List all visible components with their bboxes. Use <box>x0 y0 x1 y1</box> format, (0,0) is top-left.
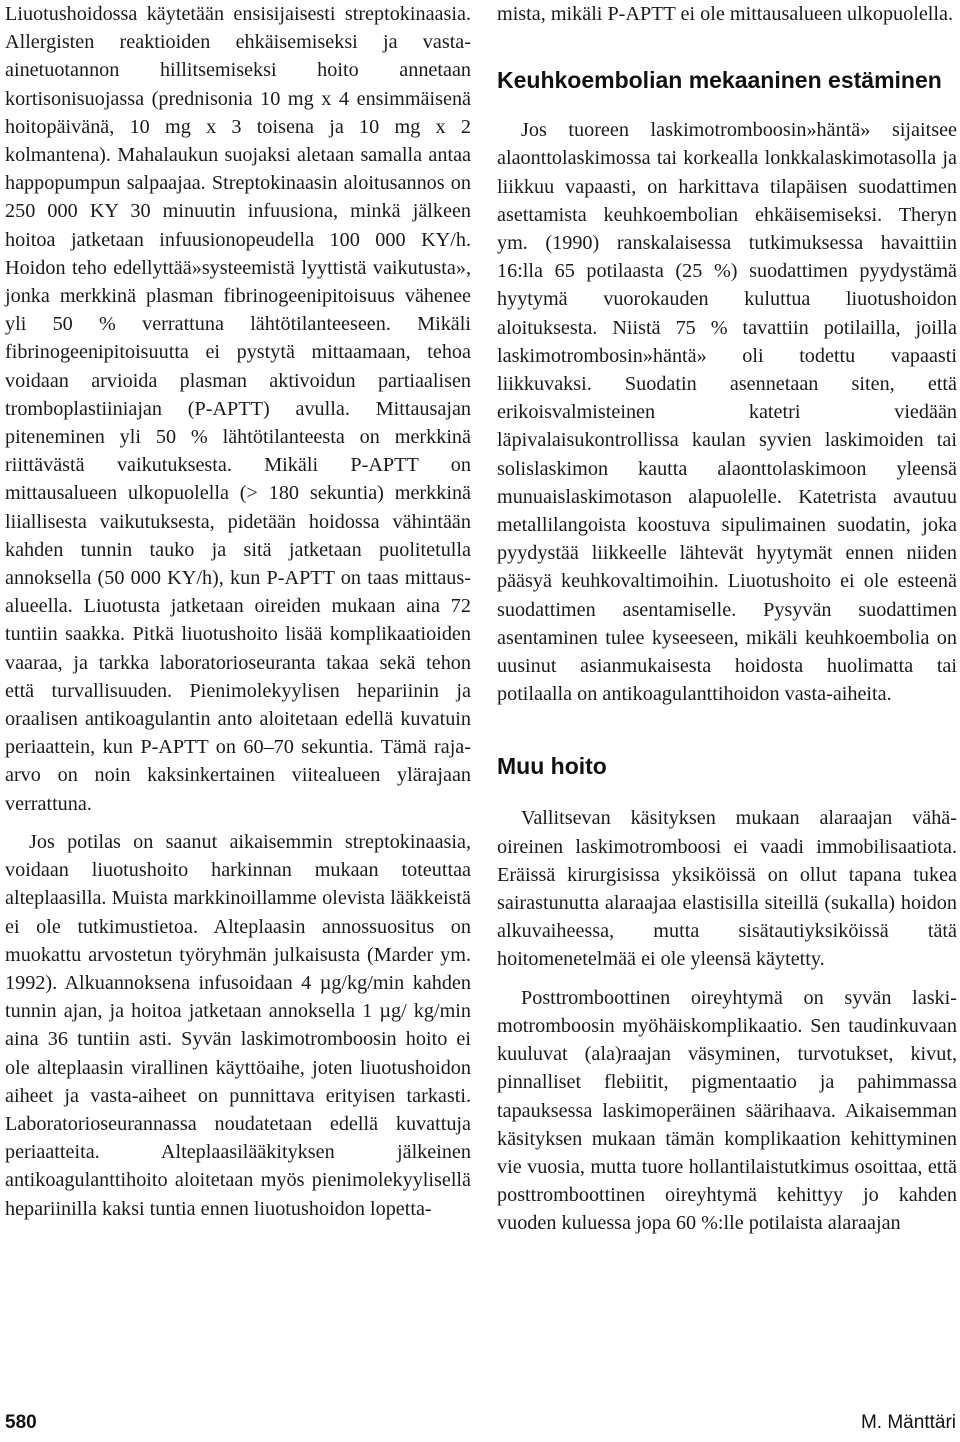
paragraph-postthrombotic: Posttromboottinen oireyhtymä on syvän laskimotromboosin myöhäiskomplikaatio. Sen taudinkuvaan kuuluvat (ala)raajan väsyminen, turvotukset, kivut, pinnalliset flebiitit, pigmentaatio ja pahimmassa tapauksessa laskimoperäinen säärihaava. Aikaisemman käsityksen mukaan tämän komplikaation kehittyminen vie vuosia, mutta tuore hollantilaistutkimus osoittaa, että posttromboottinen oireyhtymä kehittyy jo kahden vuoden kuluessa jopa 60 %:lle potilaista alaraajan <box>497 986 957 1235</box>
paragraph-immobilisation: Vallitsevan käsityksen mukaan alaraajan vähäoireinen laskimotromboosi ei vaadi immobilisaatiota. Eräissä kirurgisissa yksiköissä on ollut tapana tukea sairastunutta alaraajaa elastisilla siteillä (sukalla) hoidon alkuvaiheessa, mutta sisätautiyksiköissä tätä hoitomenetelmää ei ole yleensä käytetty. <box>497 807 957 971</box>
page-number: 580 <box>5 1412 37 1433</box>
paragraph-gap <box>497 974 957 984</box>
paragraph-alteplase: Jos potilas on saanut aikaisemmin streptokinaasia, voidaan liuotushoito harkinnan mukaan toteuttaa alteplaasilla. Muista markkinoillamme olevista lääkkeistä ei ole tutkimustietoa. Alteplaasin annossuositus on muokattu arvostetun työryhmän julkaisusta (Marder ym. 1992). Alkuannoksena infusoidaan 4 µg/kg/min kahden tunnin ajan, ja hoitoa jatketaan annoksella 1 µg/ kg/min aina 36 tuntiin asti. Syvän laskimotromboosin hoito ei ole alteplaasin virallinen käyttöaihe, joten liuotushoidon aiheet ja vasta-aiheet on punnittava erityisen tarkasti. Laboratorioseurannassa noudatetaan edellä kuvattuja periaatteita. Alteplaasilääkityksen jälkeinen antikoagulanttihoito aloitetaan myös pienimolekyylisellä hepariinilla kaksi tuntia ennen liuotushoidon lopetta- <box>5 830 471 1220</box>
author-name: M. Mänttäri <box>860 1412 956 1433</box>
left-column <box>5 0 471 1223</box>
heading-mechanical-prevention: Keuhkoembolian mekaaninen estäminen <box>497 67 942 94</box>
paragraph-continuation: mista, mikäli P-APTT ei ole mittausalueen ulkopuolella. <box>497 3 954 25</box>
right-column <box>497 0 957 1238</box>
paragraph-filter: Jos tuoreen laskimotromboosin»häntä» sijaitsee alaonttolaskimossa tai korkealla lonkkalaskimotasolla ja liikkuu vapaasti, on harkittava tilapäisen suodattimen asettamista keuhkoembolian ehkäisemiseksi. Theryn ym. (1990) ranskalaisessa tutkimuksessa havaittiin 16:lla 65 potilaasta (25 %) suodattimen pyydystämä hyytymä vuorokauden kuluttua liuotushoidon aloituksesta. Niistä 75 % tavattiin potilailla, joilla laskimotrombosin»häntä» oli todettu vapaasti liikkuvaksi. Suodatin asennetaan siten, että erikoisvalmisteinen katetri viedään läpivalaisukontrollissa kaulan syvien laskimoiden tai solislaskimon kautta alaonttolaskimoon yleensä munuaislaskimotason alapuolelle. Katetrista avautuu metallilangoista koostuva sipulimainen suodatin, joka pyydystää liikkeelle lähtevät hyytymät ennen niiden pääsyä keuhkovaltimoihin. Liuotushoito ei ole esteenä suodattimen asentamiselle. Pysyvän suodattimen asentaminen tulee kyseeseen, mikäli keuhkoembolia on uusinut asianmukaisesta hoidosta huolimatta tai potilaalla on antikoagulanttihoidon vasta-aiheita. <box>497 119 957 706</box>
paragraph-gap <box>5 818 471 828</box>
paragraph-streptokinase: Liuotushoidossa käytetään ensisijaisesti streptokinaasia. Allergisten reaktioiden ehkäisemiseksi ja vasta-ainetuotannon hillitsemiseksi hoito annetaan kortisonisuojassa (prednisonia 10 mg x 4 ensimmäisenä hoitopäivänä, 10 mg x 3 toisena ja 10 mg x 2 kolmantena). Mahalaukun suojaksi aletaan samalla antaa happopumpun salpaajaa. Streptokinaasin aloitusannos on 250 000 KY 30 minuutin infuusiona, minkä jälkeen hoitoa jatketaan infuusionopeudella 100 000 KY/h. Hoidon teho edellyttää»systeemistä lyyttistä vaikutusta», jonka merkkinä plasman fibrinogeenipitoisuus vähenee yli 50 % verrattuna lähtötilanteeseen. Mikäli fibrinogeenipitoisuutta ei pystytä mittaamaan, tehoa voidaan arvioida plasman aktivoidun partiaalisen tromboplastiiniajan (P-APTT) avulla. Mittausajan piteneminen yli 50 % lähtötilanteesta on merkkinä riittävästä vaikutuksesta. Mikäli P-APTT on mittausalueen ulkopuolella (> 180 sekuntia) merkkinä liiallisesta vaikutuksesta, pidetään hoidossa vähintään kahden tunnin tauko ja sitä jatketaan puolitetulla annoksella (50 000 KY/h), kun P-APTT on taas mittausalueella. Liuotusta jatketaan oireiden mukaan aina 72 tuntiin saakka. Pitkä liuotushoito lisää komplikaatioiden vaaraa, ja tarkka laboratorioseuranta takaa sekä tehon että turvallisuuden. Pienimolekyylisen hepariinin ja oraalisen antikoagulantin anto aloitetaan edellä kuvatuin periaattein, kun P-APTT on 60–70 sekuntia. Tämä raja-arvo on noin kaksinkertainen viitealueen ylärajaan verrattuna. <box>5 3 471 815</box>
heading-other-treatment: Muu hoito <box>497 753 607 780</box>
